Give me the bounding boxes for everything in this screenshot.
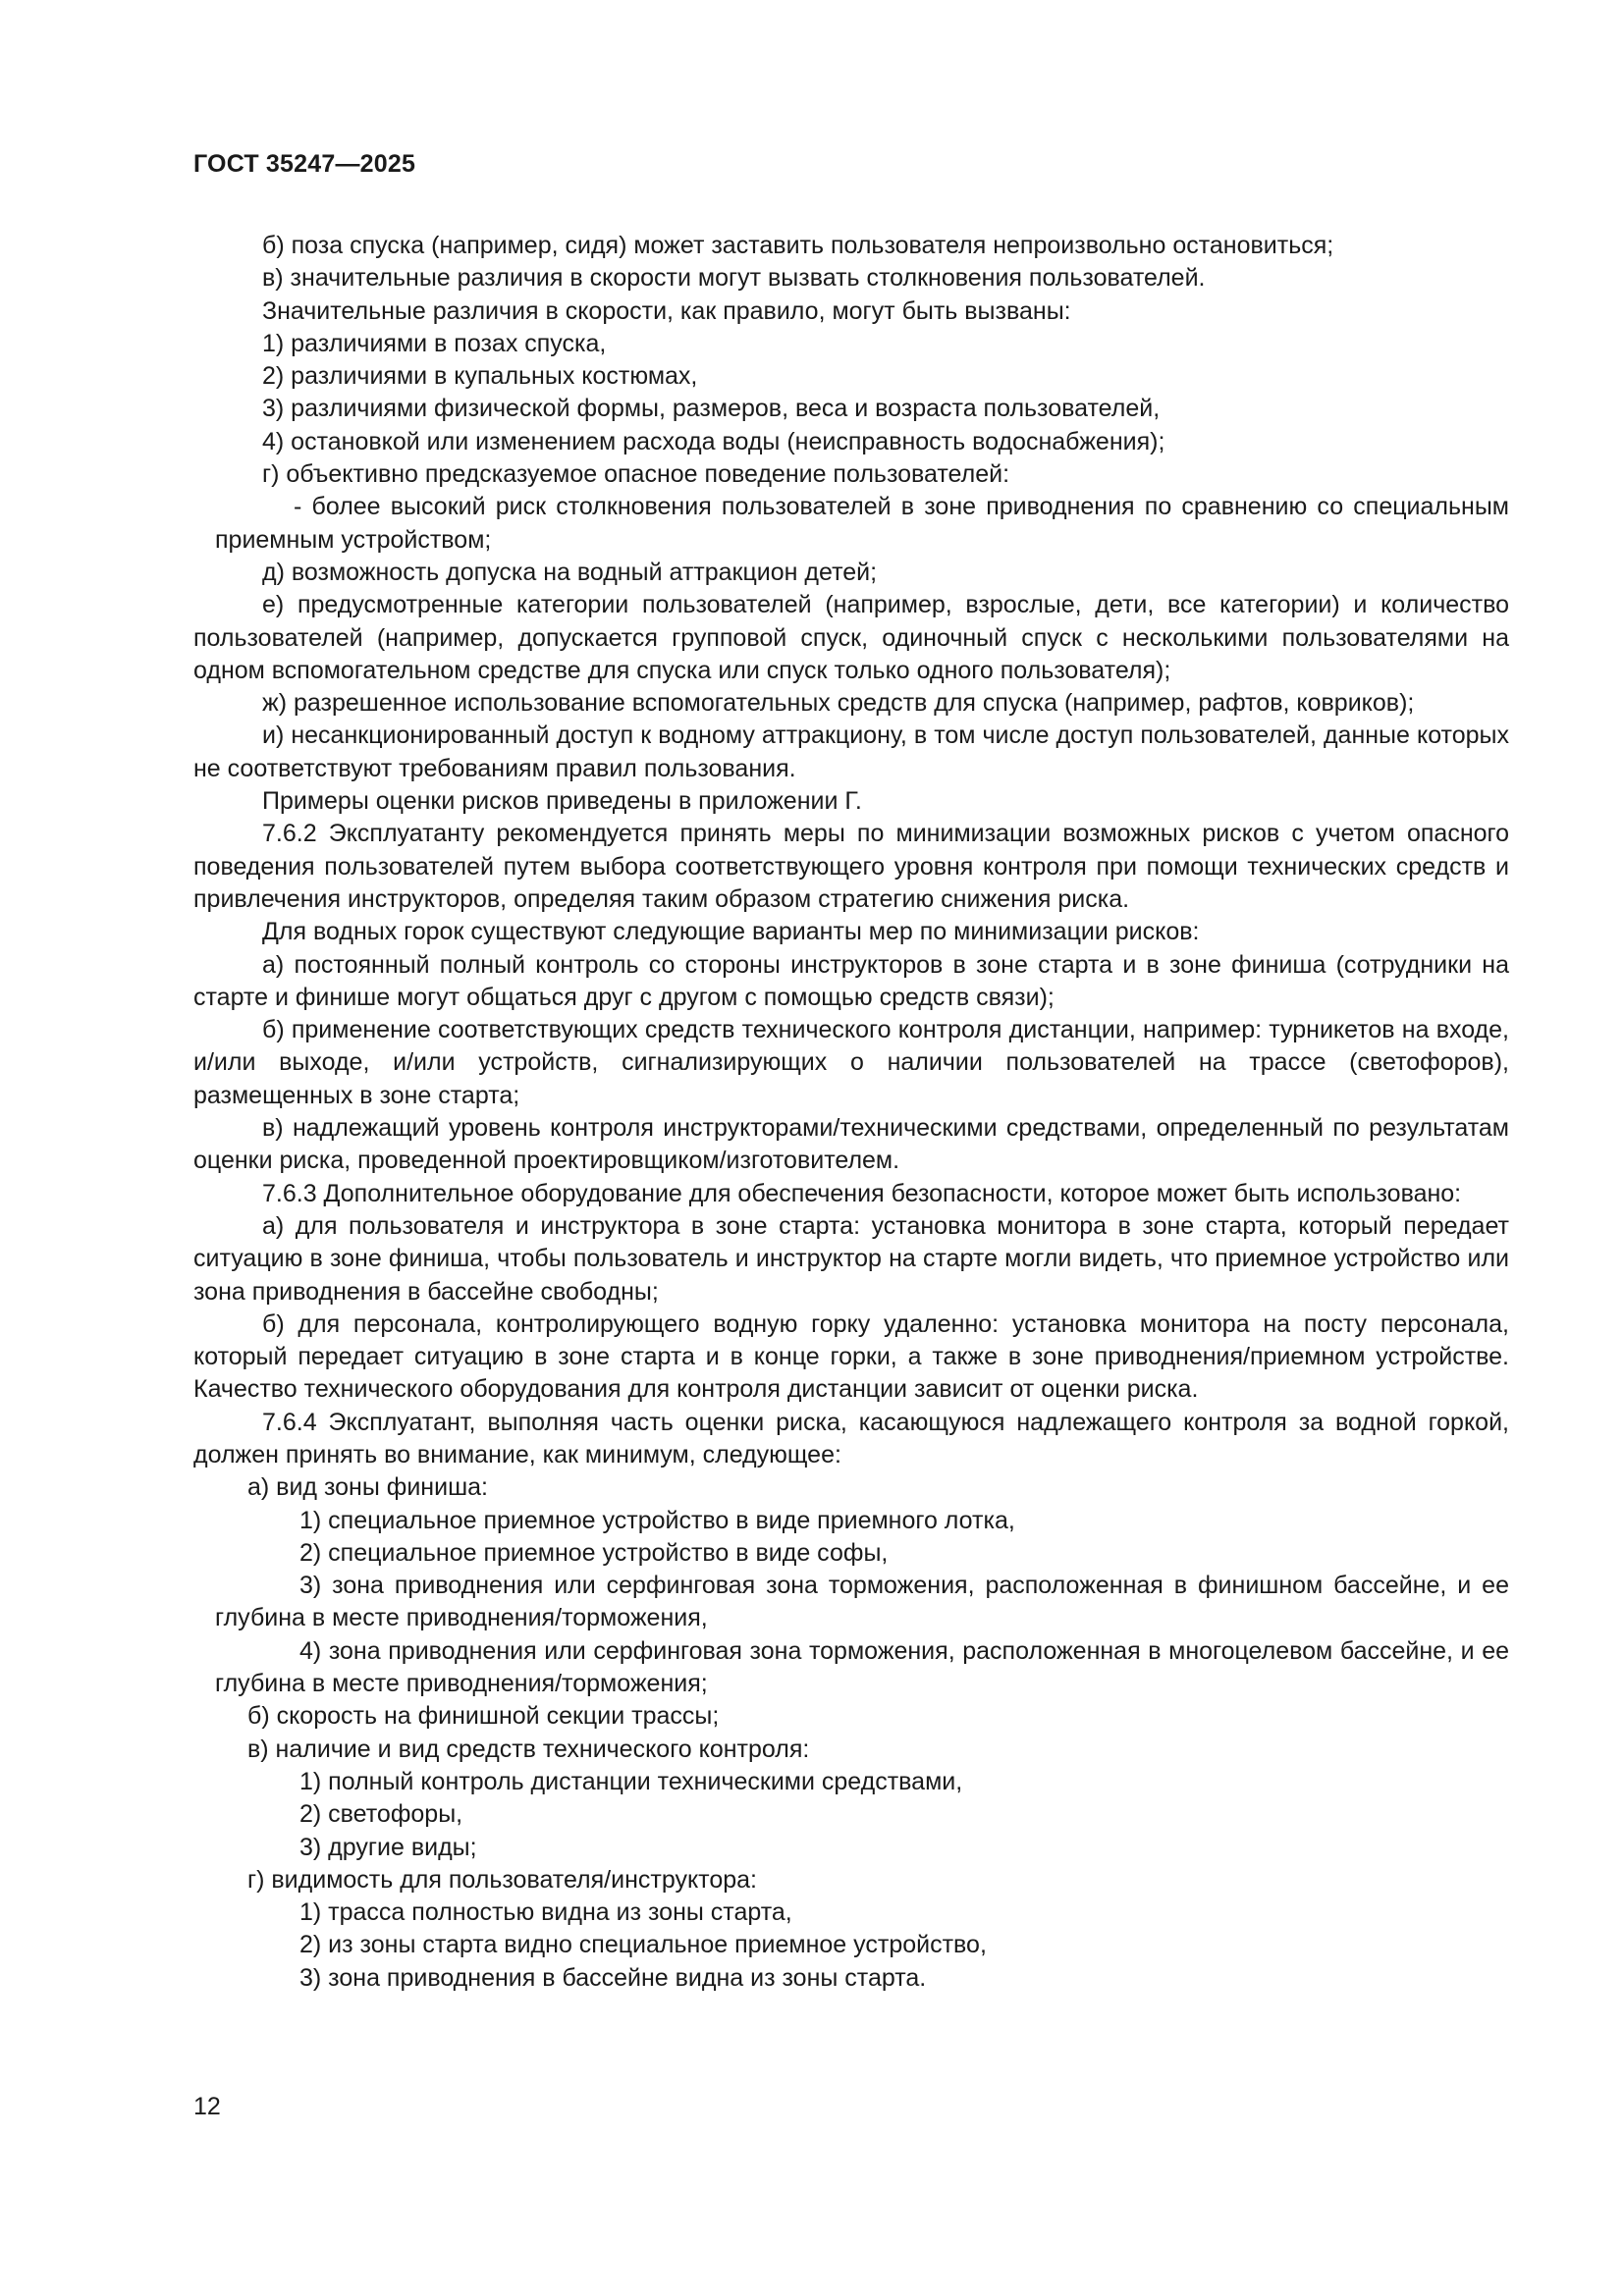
list-item: 2) специальное приемное устройство в виде софы,	[299, 1538, 889, 1567]
page-number: 12	[193, 2093, 221, 2120]
list-item: 3) различиями физической формы, размеров, веса и возраста пользователей,	[262, 395, 1161, 423]
paragraph: ж) разрешенное использование вспомогательных средств для спуска (например, рафтов, ковриков);	[262, 689, 1415, 718]
paragraph: г) объективно предсказуемое опасное поведение пользователей:	[262, 460, 1010, 489]
paragraph: Значительные различия в скорости, как правило, могут быть вызваны:	[262, 296, 1071, 325]
list-item: 2) светофоры,	[299, 1800, 463, 1829]
clause-7-6-2: 7.6.2 Эксплуатанту рекомендуется принять меры по минимизации возможных рисков с учетом опасного поведения пользователей путем выбора соответствующего уровня контроля при помощи технических средств и привлечения инструкторов, определяя таким образом стратегию снижения риска.	[193, 820, 1509, 913]
list-item: б) скорость на финишной секции трассы;	[247, 1702, 720, 1731]
paragraph: б) для персонала, контролирующего водную горку удаленно: установка монитора на посту персонала, который передает ситуацию в зоне старта и в конце горки, а также в зоне приводнения/приемном устройстве. Качество технического оборудования для контроля дистанции зависит от оценки риска.	[193, 1309, 1509, 1404]
list-item: 2) из зоны старта видно специальное приемное устройство,	[299, 1931, 987, 1959]
list-item: 4) остановкой или изменением расхода воды (неисправность водоснабжения);	[262, 427, 1165, 455]
list-item: 1) специальное приемное устройство в виде приемного лотка,	[299, 1506, 1015, 1534]
standard-header: ГОСТ 35247—2025	[193, 150, 416, 178]
list-item: в) наличие и вид средств технического контроля:	[247, 1735, 810, 1763]
list-item: а) вид зоны финиша:	[247, 1473, 488, 1502]
paragraph: в) значительные различия в скорости могут вызвать столкновения пользователей.	[262, 264, 1206, 293]
list-item: 2) различиями в купальных костюмах,	[262, 362, 698, 391]
document-body	[193, 230, 1509, 1995]
list-item: 1) трасса полностью видна из зоны старта,	[299, 1898, 792, 1927]
paragraph: б) применение соответствующих средств технического контроля дистанции, например: турникетов на входе, и/или выходе, и/или устройств, сигнализирующих о наличии пользователей на трассе (светофоров), размещенных в зоне старта;	[193, 1016, 1509, 1109]
dash-item: - более высокий риск столкновения пользователей в зоне приводнения по сравнению со специальным приемным устройством;	[215, 493, 1509, 554]
list-item: 3) другие виды;	[299, 1833, 477, 1861]
clause-7-6-3: 7.6.3 Дополнительное оборудование для обеспечения безопасности, которое может быть использовано:	[262, 1179, 1462, 1207]
paragraph: а) постоянный полный контроль со стороны инструкторов в зоне старта и в зоне финиша (сотрудники на старте и финише могут общаться друг с другом с помощью средств связи);	[193, 950, 1509, 1011]
paragraph: Для водных горок существуют следующие варианты мер по минимизации рисков:	[262, 918, 1200, 946]
paragraph: д) возможность допуска на водный аттракцион детей;	[262, 558, 878, 586]
list-item: 4) зона приводнения или серфинговая зона торможения, расположенная в многоцелевом бассейне, и ее глубина в месте приводнения/торможения;	[215, 1636, 1509, 1698]
list-item: 3) зона приводнения или серфинговая зона торможения, расположенная в финишном бассейне, и ее глубина в месте приводнения/торможения,	[215, 1572, 1509, 1632]
list-item: 3) зона приводнения в бассейне видна из зоны старта.	[299, 1963, 927, 1992]
list-item: г) видимость для пользователя/инструктора:	[247, 1865, 758, 1894]
paragraph: и) несанкционированный доступ к водному аттракциону, в том числе доступ пользователей, данные которых не соответствуют требованиям правил пользования.	[193, 721, 1509, 782]
list-item: 1) полный контроль дистанции техническими средствами,	[299, 1767, 963, 1795]
paragraph: а) для пользователя и инструктора в зоне старта: установка монитора в зоне старта, который передает ситуацию в зоне финиша, чтобы пользователь и инструктор на старте могли видеть, что приемное устройство или зона приводнения в бассейне свободны;	[193, 1211, 1509, 1306]
paragraph: б) поза спуска (например, сидя) может заставить пользователя непроизвольно остановиться;	[262, 232, 1334, 259]
list-item: 1) различиями в позах спуска,	[262, 329, 607, 357]
clause-7-6-4: 7.6.4 Эксплуатант, выполняя часть оценки риска, касающуюся надлежащего контроля за водной горкой, должен принять во внимание, как минимум, следующее:	[193, 1408, 1509, 1468]
paragraph: е) предусмотренные категории пользователей (например, взрослые, дети, все категории) и количество пользователей (например, допускается групповой спуск, одиночный спуск с несколькими пользователями на одном вспомогательном средстве для спуска или спуск только одного пользователя);	[193, 591, 1509, 684]
paragraph: в) надлежащий уровень контроля инструкторами/техническими средствами, определенный по результатам оценки риска, проведенной проектировщиком/изготовителем.	[193, 1114, 1509, 1175]
paragraph: Примеры оценки рисков приведены в приложении Г.	[262, 787, 862, 816]
